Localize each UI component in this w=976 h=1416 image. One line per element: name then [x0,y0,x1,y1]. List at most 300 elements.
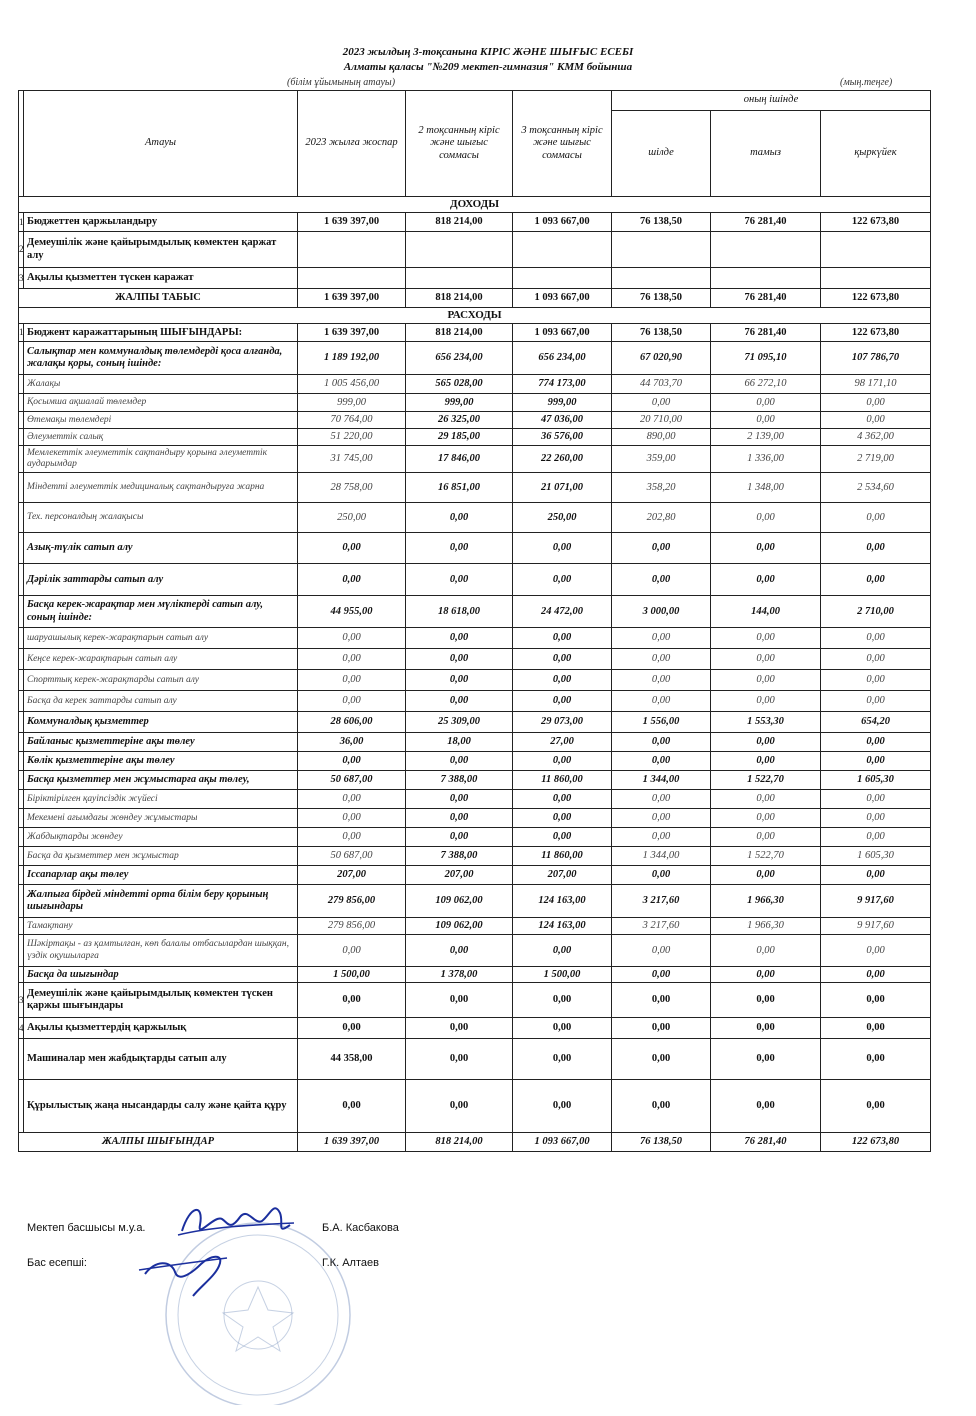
cell-aug: 1 553,30 [711,712,821,733]
cell-sep: 0,00 [821,394,931,412]
cell-q2: 1 378,00 [406,967,513,983]
table-row [19,412,931,429]
cell-aug: 0,00 [711,983,821,1018]
cell-q2: 0,00 [406,628,513,649]
cell-plan [298,232,406,268]
cell-q3: 0,00 [513,983,612,1018]
cell-sep: 122 673,80 [821,324,931,342]
cell-jul: 0,00 [612,649,711,670]
row-name: Көлік қызметтеріне ақы төлеу [24,752,298,771]
cell-aug: 0,00 [711,935,821,967]
cell-plan: 1 639 397,00 [298,324,406,342]
table-row [19,771,931,790]
cell-aug [711,232,821,268]
cell-jul: 44 703,70 [612,375,711,394]
cell-q2: 109 062,00 [406,885,513,918]
table-row [19,809,931,828]
table-row [19,828,931,847]
cell-q3: 0,00 [513,670,612,691]
row-name: Ақылы қызметтердің қаржылық [24,1018,298,1039]
cell-jul: 3 000,00 [612,596,711,628]
cell-plan: 36,00 [298,733,406,752]
cell-sep: 0,00 [821,412,931,429]
cell-aug: 144,00 [711,596,821,628]
cell-jul: 0,00 [612,866,711,885]
cell-q3: 0,00 [513,1080,612,1133]
cell-plan: 0,00 [298,628,406,649]
cell-aug: 0,00 [711,564,821,596]
cell-plan: 999,00 [298,394,406,412]
org-note: (білім ұйымының атауы) [287,77,396,88]
cell-q2: 0,00 [406,649,513,670]
cell-aug: 0,00 [711,828,821,847]
cell-q3: 36 576,00 [513,429,612,446]
row-name: Дәрілік заттарды сатып алу [24,564,298,596]
cell-jul: 0,00 [612,1080,711,1133]
table-row [19,866,931,885]
cell-aug: 0,00 [711,412,821,429]
total-q3: 1 093 667,00 [513,289,612,308]
row-name: Жалпыға бірдей міндетті орта білім беру қорының шығындары [24,885,298,918]
director-signature [170,1195,300,1245]
row-name: Жалақы [24,375,298,394]
cell-q3: 0,00 [513,1039,612,1080]
cell-q3: 11 860,00 [513,847,612,866]
cell-sep: 0,00 [821,866,931,885]
table-row [19,429,931,446]
table-row [19,213,931,232]
table-row [19,670,931,691]
row-index: 1 [19,213,24,232]
cell-q3: 124 163,00 [513,885,612,918]
cell-sep: 0,00 [821,733,931,752]
table-row [19,268,931,289]
cell-jul: 0,00 [612,809,711,828]
cell-plan: 0,00 [298,752,406,771]
row-name: Азық-түлік сатып алу [24,533,298,564]
cell-sep [821,232,931,268]
cell-aug: 1 966,30 [711,885,821,918]
row-index: 3 [19,268,24,289]
row-name: Машиналар мен жабдықтарды сатып алу [24,1039,298,1080]
cell-sep: 98 171,10 [821,375,931,394]
cell-plan: 1 639 397,00 [298,213,406,232]
cell-aug: 1 522,70 [711,847,821,866]
table-row [19,733,931,752]
cell-q2: 26 325,00 [406,412,513,429]
cell-sep: 0,00 [821,533,931,564]
col-q2: 2 тоқсанның кіріс және шығыс соммасы [406,91,513,197]
col-aug: тамыз [711,111,821,197]
accountant-label: Бас есепші: [27,1257,87,1269]
table-row [19,533,931,564]
income-section-header: ДОХОДЫ [19,197,931,213]
cell-plan: 28 606,00 [298,712,406,733]
cell-plan: 44 358,00 [298,1039,406,1080]
cell-sep: 0,00 [821,983,931,1018]
cell-plan: 279 856,00 [298,885,406,918]
table-row [19,1080,931,1133]
cell-q2: 29 185,00 [406,429,513,446]
cell-aug: 0,00 [711,503,821,533]
cell-plan: 28 758,00 [298,473,406,503]
cell-sep: 2 719,00 [821,446,931,473]
row-index: 2 [19,232,24,268]
total-name: ЖАЛПЫ ТАБЫС [19,289,298,308]
cell-q3: 0,00 [513,533,612,564]
cell-aug: 1 348,00 [711,473,821,503]
cell-q3: 0,00 [513,1018,612,1039]
cell-plan: 1 189 192,00 [298,342,406,375]
cell-sep: 4 362,00 [821,429,931,446]
cell-q2: 207,00 [406,866,513,885]
total-row [19,1133,931,1152]
cell-sep: 2 534,60 [821,473,931,503]
cell-sep: 0,00 [821,564,931,596]
cell-jul: 0,00 [612,828,711,847]
cell-q3 [513,232,612,268]
cell-q3: 29 073,00 [513,712,612,733]
cell-sep: 0,00 [821,1039,931,1080]
cell-q2: 0,00 [406,790,513,809]
cell-q2: 109 062,00 [406,918,513,935]
row-name: Мекемені ағымдағы жөндеу жұмыстары [24,809,298,828]
row-name: Тех. персоналдың жалақысы [24,503,298,533]
cell-plan: 50 687,00 [298,771,406,790]
cell-jul: 3 217,60 [612,885,711,918]
cell-q2: 0,00 [406,670,513,691]
cell-jul: 0,00 [612,752,711,771]
table-row [19,790,931,809]
table-row [19,752,931,771]
cell-jul: 3 217,60 [612,918,711,935]
director-name: Б.А. Касбакова [322,1222,399,1234]
table-row [19,564,931,596]
unit-note: (мың.теңге) [840,77,893,88]
cell-aug: 0,00 [711,691,821,712]
row-index: 1 [19,324,24,342]
table-row [19,446,931,473]
cell-sep: 1 605,30 [821,847,931,866]
cell-q2: 18 618,00 [406,596,513,628]
cell-jul: 0,00 [612,733,711,752]
cell-q2: 818 214,00 [406,324,513,342]
col-name: Атауы [24,91,298,197]
cell-q3: 250,00 [513,503,612,533]
cell-sep: 9 917,60 [821,885,931,918]
cell-jul: 0,00 [612,1039,711,1080]
total-q2: 818 214,00 [406,1133,513,1152]
cell-sep: 107 786,70 [821,342,931,375]
cell-aug: 0,00 [711,1039,821,1080]
cell-aug: 2 139,00 [711,429,821,446]
table-row [19,394,931,412]
cell-jul: 0,00 [612,628,711,649]
cell-sep: 0,00 [821,828,931,847]
col-q3: 3 тоқсанның кіріс және шығыс соммасы [513,91,612,197]
row-name: Біріктірілген қауіпсіздік жүйесі [24,790,298,809]
cell-aug: 0,00 [711,790,821,809]
row-name: Спорттық керек-жарақтарды сатып алу [24,670,298,691]
cell-plan [298,268,406,289]
cell-sep: 0,00 [821,752,931,771]
cell-aug: 0,00 [711,533,821,564]
cell-plan: 0,00 [298,564,406,596]
table-row [19,712,931,733]
cell-aug: 0,00 [711,1018,821,1039]
cell-aug: 0,00 [711,752,821,771]
report-table [18,90,931,1152]
cell-jul: 0,00 [612,983,711,1018]
col-jul: шілде [612,111,711,197]
cell-q3: 207,00 [513,866,612,885]
row-name: Басқа да қызметтер мен жұмыстар [24,847,298,866]
cell-plan: 50 687,00 [298,847,406,866]
cell-aug: 0,00 [711,670,821,691]
cell-sep: 0,00 [821,649,931,670]
cell-plan: 1 005 456,00 [298,375,406,394]
cell-plan: 0,00 [298,935,406,967]
cell-plan: 0,00 [298,809,406,828]
cell-plan: 44 955,00 [298,596,406,628]
cell-q2: 0,00 [406,533,513,564]
cell-jul: 0,00 [612,564,711,596]
cell-jul: 0,00 [612,967,711,983]
cell-q2: 0,00 [406,1039,513,1080]
row-name: Демеушілік және қайырымдылық көмектен түскен қаржы шығындары [24,983,298,1018]
row-name: Әлеуметтік салық [24,429,298,446]
total-sep: 122 673,80 [821,289,931,308]
cell-sep: 0,00 [821,1080,931,1133]
cell-jul: 1 556,00 [612,712,711,733]
cell-q3: 0,00 [513,790,612,809]
row-name: Қосымша ақшалай төлемдер [24,394,298,412]
cell-jul: 0,00 [612,691,711,712]
table-row [19,983,931,1018]
cell-plan: 51 220,00 [298,429,406,446]
cell-q2: 565 028,00 [406,375,513,394]
cell-q3: 0,00 [513,935,612,967]
row-name: Коммуналдық қызметтер [24,712,298,733]
cell-sep: 0,00 [821,628,931,649]
cell-jul: 890,00 [612,429,711,446]
total-q3: 1 093 667,00 [513,1133,612,1152]
cell-jul: 0,00 [612,790,711,809]
report-subtitle: Алматы қаласы "№209 мектеп-гимназия" КММ бойынша [343,61,633,73]
cell-jul: 67 020,90 [612,342,711,375]
cell-aug: 0,00 [711,1080,821,1133]
cell-plan: 250,00 [298,503,406,533]
cell-jul [612,268,711,289]
cell-q3: 1 093 667,00 [513,213,612,232]
table-row [19,649,931,670]
cell-q3: 1 500,00 [513,967,612,983]
cell-q3: 1 093 667,00 [513,324,612,342]
cell-q3: 0,00 [513,649,612,670]
cell-q3: 27,00 [513,733,612,752]
row-name: Демеушілік және қайырымдылық көмектен қаржат алу [24,232,298,268]
cell-q2 [406,268,513,289]
row-name: Міндетті әлеуметтік медициналық сақтандыруға жарна [24,473,298,503]
table-row [19,473,931,503]
total-jul: 76 138,50 [612,289,711,308]
total-jul: 76 138,50 [612,1133,711,1152]
cell-aug: 0,00 [711,866,821,885]
row-name: Кеңсе керек-жарақтарын сатып алу [24,649,298,670]
cell-q3: 0,00 [513,564,612,596]
section-row [19,308,931,324]
table-row [19,918,931,935]
cell-q2: 999,00 [406,394,513,412]
table-row [19,596,931,628]
row-name: Басқа да шығындар [24,967,298,983]
row-name: Тамақтану [24,918,298,935]
row-name: Өтемақы төлемдері [24,412,298,429]
total-name: ЖАЛПЫ ШЫҒЫНДАР [19,1133,298,1152]
table-row [19,847,931,866]
cell-sep: 0,00 [821,967,931,983]
row-name: шаруашылық керек-жарақтарын сатып алу [24,628,298,649]
row-index: 4 [19,1018,24,1039]
table-row [19,1018,931,1039]
section-row [19,197,931,213]
cell-aug: 71 095,10 [711,342,821,375]
cell-jul: 202,80 [612,503,711,533]
cell-plan: 0,00 [298,649,406,670]
cell-sep: 0,00 [821,1018,931,1039]
total-q2: 818 214,00 [406,289,513,308]
cell-sep: 0,00 [821,790,931,809]
cell-q3: 21 071,00 [513,473,612,503]
cell-sep [821,268,931,289]
cell-jul: 0,00 [612,670,711,691]
cell-jul: 1 344,00 [612,771,711,790]
row-name: Бюджент каражаттарының ШЫҒЫНДАРЫ: [24,324,298,342]
cell-q2: 7 388,00 [406,771,513,790]
cell-q3: 656 234,00 [513,342,612,375]
total-aug: 76 281,40 [711,1133,821,1152]
cell-q3: 124 163,00 [513,918,612,935]
row-name: Байланыс қызметтеріне ақы төлеу [24,733,298,752]
table-row [19,1039,931,1080]
cell-sep: 0,00 [821,809,931,828]
table-row [19,935,931,967]
cell-q2: 18,00 [406,733,513,752]
cell-plan: 0,00 [298,828,406,847]
row-name: Ақылы қызметтен түскен каражат [24,268,298,289]
cell-plan: 0,00 [298,1018,406,1039]
cell-q2: 7 388,00 [406,847,513,866]
cell-q2 [406,232,513,268]
total-aug: 76 281,40 [711,289,821,308]
cell-jul: 358,20 [612,473,711,503]
cell-q2: 16 851,00 [406,473,513,503]
col-including: оның ішінде [612,91,931,111]
cell-aug: 76 281,40 [711,324,821,342]
table-row [19,232,931,268]
cell-q2: 0,00 [406,1080,513,1133]
table-row [19,342,931,375]
row-name: Бюджеттен қаржыландыру [24,213,298,232]
cell-plan: 0,00 [298,983,406,1018]
table-row [19,691,931,712]
cell-q3: 999,00 [513,394,612,412]
cell-aug [711,268,821,289]
table-row [19,885,931,918]
cell-sep: 0,00 [821,935,931,967]
cell-plan: 31 745,00 [298,446,406,473]
cell-q2: 0,00 [406,752,513,771]
cell-q2: 0,00 [406,503,513,533]
cell-q2: 0,00 [406,564,513,596]
cell-q3: 47 036,00 [513,412,612,429]
row-name: Құрылыстық жаңа нысандарды салу және қайта құру [24,1080,298,1133]
cell-sep: 0,00 [821,670,931,691]
cell-aug: 0,00 [711,394,821,412]
cell-plan: 279 856,00 [298,918,406,935]
cell-jul: 0,00 [612,533,711,564]
cell-q2: 656 234,00 [406,342,513,375]
cell-q2: 0,00 [406,691,513,712]
director-label: Мектеп басшысы м.у.а. [27,1222,146,1234]
cell-jul: 20 710,00 [612,412,711,429]
cell-q2: 0,00 [406,983,513,1018]
cell-aug: 1 966,30 [711,918,821,935]
col-plan: 2023 жылға жоспар [298,91,406,197]
row-name: Жабдықтарды жөндеу [24,828,298,847]
cell-aug: 0,00 [711,733,821,752]
cell-plan: 0,00 [298,1080,406,1133]
cell-aug: 0,00 [711,967,821,983]
cell-aug: 1 522,70 [711,771,821,790]
cell-sep: 1 605,30 [821,771,931,790]
cell-sep: 0,00 [821,503,931,533]
cell-q3: 22 260,00 [513,446,612,473]
cell-q3: 0,00 [513,691,612,712]
cell-q2: 0,00 [406,828,513,847]
total-plan: 1 639 397,00 [298,1133,406,1152]
cell-aug: 66 272,10 [711,375,821,394]
cell-jul [612,232,711,268]
row-name: Басқа қызметтер мен жұмыстарға ақы төлеу, [24,771,298,790]
row-index: 3 [19,983,24,1018]
accountant-name: Г.К. Алтаев [322,1257,379,1269]
cell-plan: 0,00 [298,533,406,564]
cell-q3: 0,00 [513,628,612,649]
row-name: Шәкіртақы - аз қамтылған, көп балалы отбасылардан шыққан, үздік оқушыларға [24,935,298,967]
cell-q3: 24 472,00 [513,596,612,628]
cell-aug: 0,00 [711,649,821,670]
expenses-section-header: РАСХОДЫ [19,308,931,324]
report-title: 2023 жылдың 3-тоқсанына КІРІС ЖӘНЕ ШЫҒЫС ЕСЕБІ [342,46,634,58]
cell-q2: 0,00 [406,1018,513,1039]
accountant-signature [135,1240,245,1300]
cell-sep: 2 710,00 [821,596,931,628]
row-name: Мемлекеттік әлеуметтік сақтандыру қорына әлеуметтік аударымдар [24,446,298,473]
cell-q2: 818 214,00 [406,213,513,232]
row-name: Басқа керек-жарақтар мен мүліктерді сатып алу, соның ішінде: [24,596,298,628]
cell-sep: 9 917,60 [821,918,931,935]
total-sep: 122 673,80 [821,1133,931,1152]
row-name: Іссапарлар ақы төлеу [24,866,298,885]
cell-aug: 0,00 [711,809,821,828]
table-row [19,628,931,649]
total-plan: 1 639 397,00 [298,289,406,308]
cell-sep: 122 673,80 [821,213,931,232]
cell-sep: 0,00 [821,691,931,712]
cell-q3: 11 860,00 [513,771,612,790]
cell-plan: 0,00 [298,790,406,809]
